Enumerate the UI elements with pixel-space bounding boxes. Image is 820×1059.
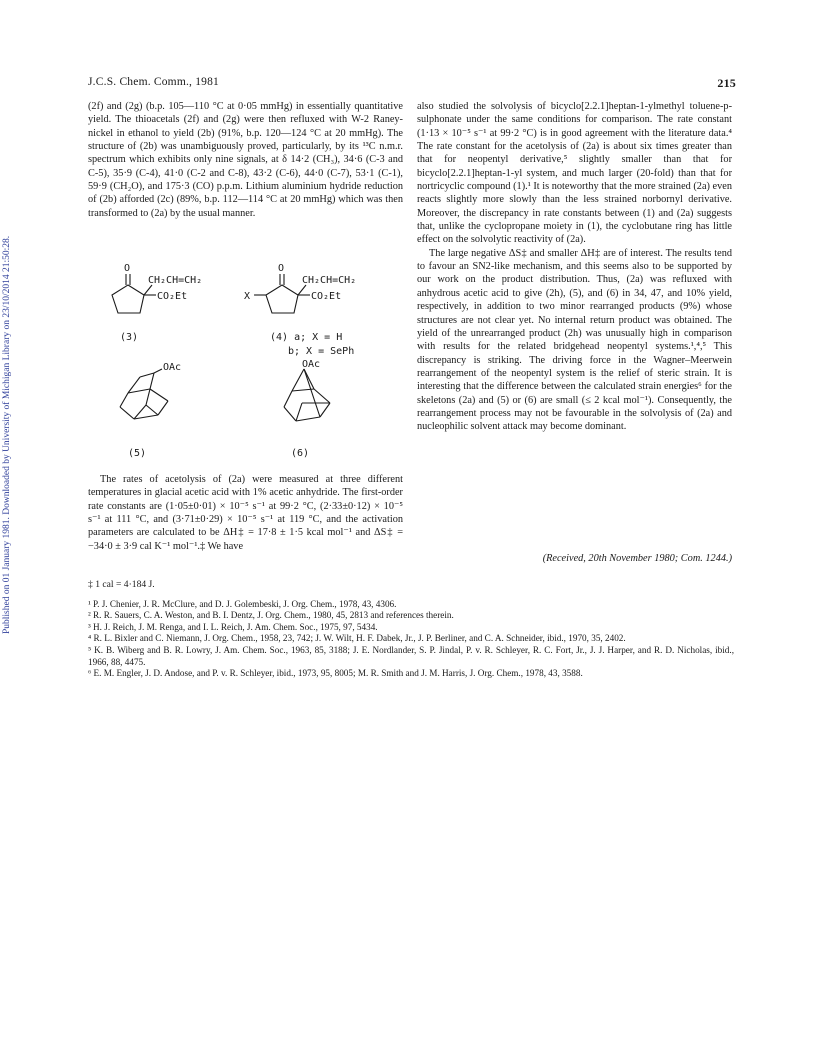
right-column <box>417 100 732 434</box>
structure-3-keto: O <box>124 263 131 274</box>
reference-5: ⁵ K. B. Wiberg and B. R. Lowry, J. Am. Chem. Soc., 1963, 85, 3188; J. E. Nordlander, S. P. Jindal, P. v. R. Schleyer, R. C. Fort, Jr., J. J. Harper, and R. D. Nicholas, ibid., 1966, 88, 4475. <box>88 644 734 667</box>
structure-4-ring <box>266 285 298 313</box>
structure-drawings <box>88 257 403 467</box>
structure-6-label: (6) <box>291 448 310 459</box>
reference-1: ¹ P. J. Chenier, J. R. McClure, and D. J. Golembeski, J. Org. Chem., 1978, 43, 4306. <box>88 598 397 609</box>
paragraph-entropy: The large negative ΔS‡ and smaller ΔH‡ are of interest. The results tend to favour an SN2-like mechanism, and this seems also to be supported by our work on the product distribution. Thus, (2a) was refluxed with anhydrous acetic acid to give (2h), (5), and (6) in 34, 47, and 10% yield, respectively, in addition to two minor rearranged products (9%) whose structures are not clear yet. No internal return product was obtained. The yield of the unrearranged product (2h) was unusually high in comparison with results for the related bridgehead neopentyl systems.¹,⁴,⁵ This discrepancy is striking. The driving force in the Wagner–Meerwein rearrangement of the neopentyl system is the relief of steric strain. It is interesting that the difference between the calculated strain energies⁶ for the skeletons (2a) and (5) or (6) are small (≤ 2 kcal mol⁻¹). Consequently, the rearrangement process may not be favourable in the solvolysis of (2a) and nucleophilic solvent attack may become dominant. <box>417 247 732 433</box>
structure-4-label-b: b; X = SePh <box>288 346 355 357</box>
structure-4-x: X <box>244 291 251 302</box>
structure-5-label: (5) <box>128 448 147 459</box>
structure-3-allyl-bond <box>144 285 152 295</box>
structure-5-oac: OAc <box>163 362 182 373</box>
structure-6-oac: OAc <box>302 359 321 370</box>
footnote-dagger: ‡ 1 cal = 4·184 J. <box>88 579 155 590</box>
structure-3-allyl: CH₂CH=CH₂ <box>148 275 203 286</box>
structure-3-ester: CO₂Et <box>157 291 188 302</box>
structure-3-label: (3) <box>120 332 139 343</box>
structure-5-skeleton <box>120 369 168 419</box>
download-watermark: Published on 01 January 1981. Downloaded by University of Michigan Library on 23/10/2014 21:50:28. <box>2 235 12 635</box>
structure-6-skeleton <box>284 369 330 421</box>
paragraph-acetolysis-rates: The rates of acetolysis of (2a) were measured at three different temperatures in glacial acetic acid with 1% acetic anhydride. The first-order rate constants are (1·05±0·01) × 10⁻⁵ s⁻¹ at 99·2 °C, (2·33±0·12) × 10⁻⁵ s⁻¹ at 111 °C, and (3·71±0·29) × 10⁻⁵ s⁻¹ at 119 °C, and the activation parameters are calculated to be ΔH‡ = 17·8 ± 1·5 kcal mol⁻¹ and ΔS‡ = −34·0 ± 3·9 cal K⁻¹ mol⁻¹.‡ We have <box>88 474 403 552</box>
paragraph-synthesis: (2f) and (2g) (b.p. 105—110 °C at 0·05 mmHg) in essentially quantitative yield. The thioacetals (2f) and (2g) were then refluxed with W-2 Raney-nickel in ethanol to yield (2b) (91%, b.p. 120—124 °C at 20 mmHg). The structure of (2b) was unambiguously proved, particularly, by its ¹³C n.m.r. spectrum which exhibits only nine signals, at δ 14·2 (CH₃), 34·6 (C-3 and C-5), 35·9 (C-4), 41·0 (C-2 and C-8), 43·2 (C-6), 44·0 (C-7), 53·1 (C-1), 59·9 (CH₂O), and 175·3 (CO) p.p.m. Lithium aluminium hydride reduction of (2b) afforded (2c) (89%, b.p. 112—114 °C at 20 mmHg) which was then transformed to (2a) by the usual manner. <box>88 101 403 219</box>
structure-4-label-a: (4) a; X = H <box>270 332 343 343</box>
structure-4-allyl: CH₂CH=CH₂ <box>302 275 357 286</box>
structure-figure <box>88 257 403 467</box>
running-head <box>88 76 736 92</box>
page-number: 215 <box>717 76 736 90</box>
reference-2: ² R. R. Sauers, C. A. Weston, and B. I. Dentz, J. Org. Chem., 1980, 45, 2813 and references therein. <box>88 610 454 621</box>
paragraph-comparison: also studied the solvolysis of bicyclo[2.2.1]heptan-1-ylmethyl toluene-p-sulphonate under the same conditions for comparison. The rate constant (1·13 × 10⁻⁵ s⁻¹ at 99·2 °C) is in good agreement with the literature data.⁴ The rate constant for the acetolysis of (2a) is about six times greater than that for neopentyl derivative,⁵ slightly smaller than that for bicyclo[2.2.1]heptan-1-yl system, and much larger (20-fold) than that for nortricyclic compound (1).¹ It is noteworthy that the more strained (2a) even reacts slightly more slowly than the less strained norbornyl derivative. Moreover, the discrepancy in rate constants between (1) and (2a) suggests that, unlike the cyclopropane moiety in (1), the cyclobutane ring has little effect on the solvolytic reactivity of (2a). <box>417 101 732 246</box>
left-column-lower <box>88 473 403 553</box>
reference-3: ³ H. J. Reich, J. M. Renga, and I. L. Reich, J. Am. Chem. Soc., 1975, 97, 5434. <box>88 621 378 632</box>
structure-4-keto: O <box>278 263 285 274</box>
structure-4-allyl-bond <box>298 285 306 295</box>
structure-4-ester: CO₂Et <box>311 291 342 302</box>
reference-4: ⁴ R. L. Bixler and C. Niemann, J. Org. Chem., 1958, 23, 742; J. W. Wilt, H. F. Dabek, Jr., J. P. Berliner, and C. A. Schneider, ibid., 1970, 35, 2402. <box>88 633 626 644</box>
structure-3-ring <box>112 285 144 313</box>
footnotes <box>88 579 734 680</box>
received-date: (Received, 20th November 1980; Com. 1244.) <box>542 553 732 564</box>
left-column <box>88 100 403 220</box>
journal-title: J.C.S. Chem. Comm., 1981 <box>88 76 219 88</box>
reference-6: ⁶ E. M. Engler, J. D. Andose, and P. v. R. Schleyer, ibid., 1973, 95, 8005; M. R. Smith and J. M. Harris, J. Org. Chem., 1978, 43, 3588. <box>88 668 583 679</box>
